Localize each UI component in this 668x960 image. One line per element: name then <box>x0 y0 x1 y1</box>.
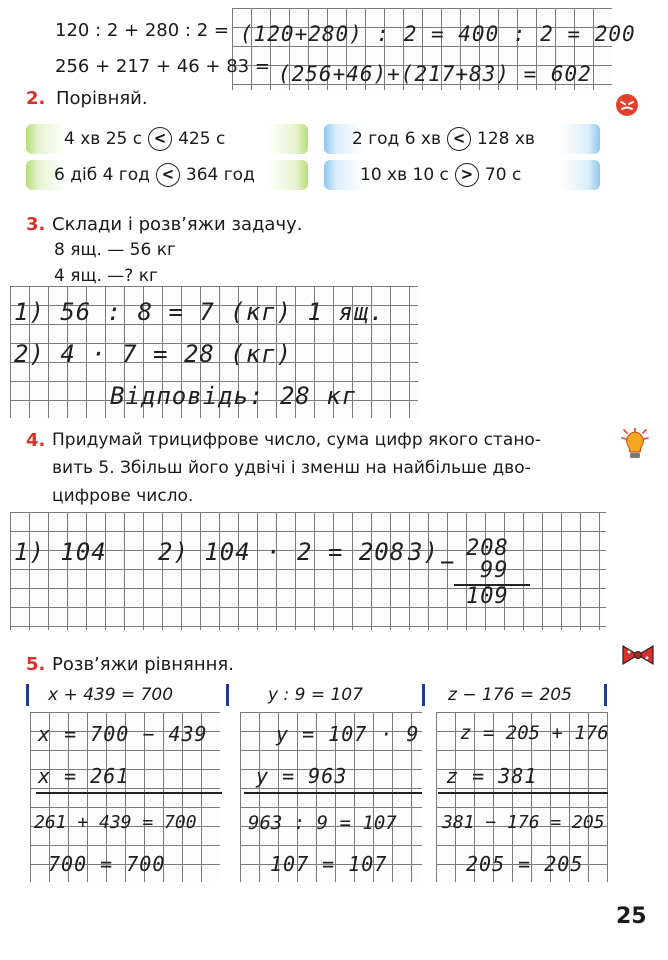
compare-item-3-sign[interactable]: < <box>156 163 180 187</box>
task4-step3-label: 3) <box>408 538 439 566</box>
equation-3-line1: z = 205 + 176 <box>460 722 609 744</box>
task1-row2-expression: 256 + 217 + 46 + 83 = <box>55 56 270 77</box>
compare-item-1-sign[interactable]: < <box>148 127 172 151</box>
equation-1: x + 439 = 700 <box>48 685 174 705</box>
task4-column-result: 109 <box>466 584 509 609</box>
face-icon <box>614 92 640 118</box>
equation-3-bar-right <box>604 684 607 706</box>
task3-number: 3. <box>26 214 46 235</box>
task1-row2-answer: (256+46)+(217+83) = 602 <box>278 62 592 86</box>
compare-item-1-left: 4 хв 25 с <box>64 129 143 149</box>
task5-number: 5. <box>26 654 46 675</box>
equation-2: y : 9 = 107 <box>268 685 363 705</box>
task2-title: Порівняй. <box>56 88 148 109</box>
equation-2-bar-right <box>422 684 425 706</box>
compare-item-4 <box>324 160 600 190</box>
compare-item-2-right: 128 хв <box>477 129 535 149</box>
task4-grid <box>10 512 606 630</box>
task3-answer: Відповідь: 28 кг <box>110 382 358 410</box>
task3-condition-line2: 4 ящ. —? кг <box>54 266 158 286</box>
task4-step1: 1) 104 <box>14 538 107 566</box>
equation-3: z − 176 = 205 <box>448 685 572 705</box>
task3-title: Склади і розв’яжи задачу. <box>52 214 303 235</box>
lightbulb-icon <box>620 428 650 464</box>
compare-item-2-left: 2 год 6 хв <box>352 129 442 149</box>
equation-2-line2: y = 963 <box>256 764 348 788</box>
compare-item-3 <box>26 160 308 190</box>
compare-item-1 <box>26 124 308 154</box>
compare-item-4-right: 70 с <box>484 165 522 185</box>
task4-column-subtrahend: 99 <box>480 558 509 583</box>
compare-item-2 <box>324 124 600 154</box>
task3-solution-line1: 1) 56 : 8 = 7 (кг) 1 ящ. <box>14 298 385 326</box>
equation-1-check: 261 + 439 = 700 <box>34 812 197 833</box>
equation-1-line1: x = 700 − 439 <box>38 722 208 746</box>
task2-number: 2. <box>26 88 46 109</box>
task4-minus-sign: − <box>440 548 456 576</box>
equation-3-underline <box>438 792 608 794</box>
task1-row1-answer: (120+280) : 2 = 400 : 2 = 200 <box>240 22 636 46</box>
compare-item-3-left: 6 діб 4 год <box>54 165 150 185</box>
compare-item-3-right: 364 год <box>185 165 255 185</box>
task4-number: 4. <box>26 430 46 451</box>
task4-text-line3: цифрове число. <box>52 486 194 506</box>
equation-3-line2: z = 381 <box>446 764 538 788</box>
equation-1-underline <box>36 792 222 794</box>
equation-1-line2: x = 261 <box>38 764 130 788</box>
task5-title: Розв’яжи рівняння. <box>52 654 234 675</box>
compare-item-4-sign[interactable]: > <box>455 163 479 187</box>
task4-text-line1: Придумай трицифрове число, сума цифр якого стано- <box>52 430 541 450</box>
task3-condition-line1: 8 ящ. — 56 кг <box>54 240 176 260</box>
compare-item-2-sign[interactable]: < <box>447 127 471 151</box>
equation-3-check-result: 205 = 205 <box>466 852 584 876</box>
compare-item-1-right: 425 с <box>178 129 226 149</box>
equation-2-check: 963 : 9 = 107 <box>248 812 397 834</box>
task4-text-line2: вить 5. Збільш його удвічі і зменш на найбільше дво- <box>52 458 531 478</box>
task1-row1-expression: 120 : 2 + 280 : 2 = <box>55 20 229 41</box>
task4-step2: 2) 104 · 2 = 208 <box>158 538 406 566</box>
equation-2-check-result: 107 = 107 <box>270 852 388 876</box>
equation-1-check-result: 700 = 700 <box>48 852 166 876</box>
equation-2-underline <box>244 792 422 794</box>
equation-1-bar-right <box>226 684 229 706</box>
task4-column-minuend: 208 <box>466 536 509 561</box>
task3-solution-line2: 2) 4 · 7 = 28 (кг) <box>14 340 293 368</box>
page-number: 25 <box>616 904 647 929</box>
bow-icon <box>620 642 656 668</box>
compare-item-4-left: 10 хв 10 с <box>360 165 449 185</box>
equation-1-bar-left <box>26 684 29 706</box>
equation-3-check: 381 − 176 = 205 <box>442 812 605 833</box>
equation-2-line1: y = 107 · 9 <box>276 722 420 746</box>
